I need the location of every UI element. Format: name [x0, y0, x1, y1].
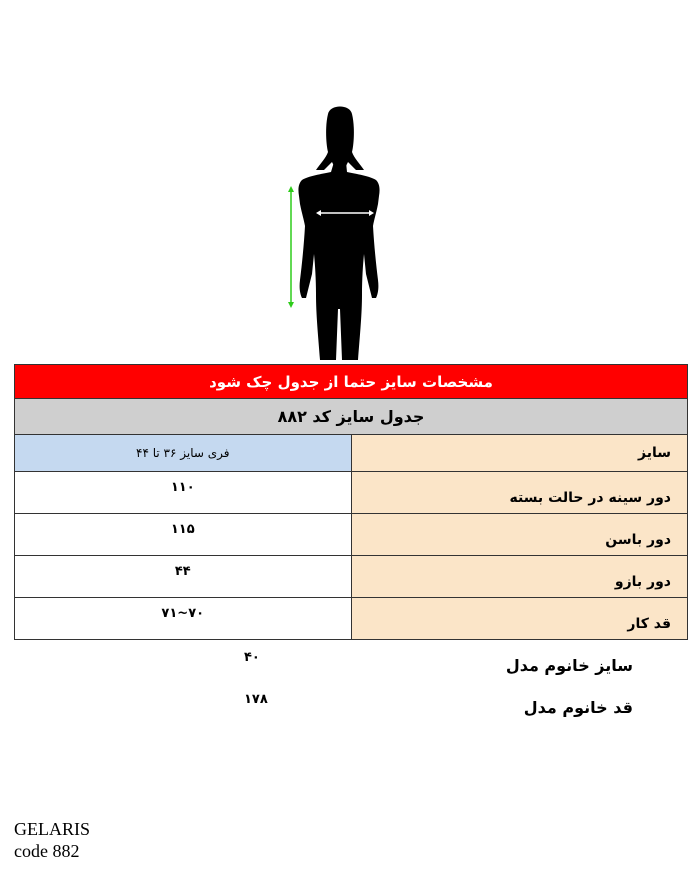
row-value [15, 472, 352, 514]
woman-silhouette-icon [280, 104, 400, 362]
row-value-text: ۱۱۰ [170, 480, 195, 495]
size-label [351, 435, 688, 472]
size-value: فری سایز ۳۶ تا ۴۴ [15, 435, 352, 472]
product-code: code 882 [14, 841, 80, 861]
model-height-row [14, 692, 688, 734]
model-height-value: ۱۷۸ [244, 692, 268, 707]
model-size-label: سایز خانوم مدل [505, 656, 633, 675]
model-height-label: قد خانوم مدل [523, 698, 633, 717]
table-row-size [15, 435, 688, 472]
brand-block [14, 818, 90, 862]
row-label [351, 514, 688, 556]
row-value [15, 514, 352, 556]
table-row [15, 598, 688, 640]
row-value [15, 556, 352, 598]
table-code-title: جدول سایز کد ۸۸۲ [15, 399, 688, 435]
size-label-text: سایز [638, 445, 671, 461]
model-size-value: ۴۰ [244, 650, 260, 665]
size-table [14, 364, 688, 640]
row-label [351, 598, 688, 640]
model-size-row [14, 650, 688, 692]
table-title: مشخصات سایز حتما از جدول چک شود [15, 365, 688, 399]
row-value [15, 598, 352, 640]
table-row [15, 556, 688, 598]
row-value-text: ۴۴ [174, 564, 191, 579]
row-value-text: ۱۱۵ [170, 522, 195, 537]
table-row [15, 472, 688, 514]
row-label-text: قد کار [627, 615, 671, 632]
row-label-text: دور بازو [614, 573, 671, 590]
row-label [351, 556, 688, 598]
brand-name: GELARIS [14, 819, 90, 839]
row-label [351, 472, 688, 514]
table-title-row [15, 365, 688, 399]
table-code-row [15, 399, 688, 435]
table-row [15, 514, 688, 556]
row-value-text: ۷۰~۷۱ [161, 606, 205, 621]
row-label-text: دور سینه در حالت بسته [509, 489, 671, 506]
row-label-text: دور باسن [605, 531, 671, 548]
